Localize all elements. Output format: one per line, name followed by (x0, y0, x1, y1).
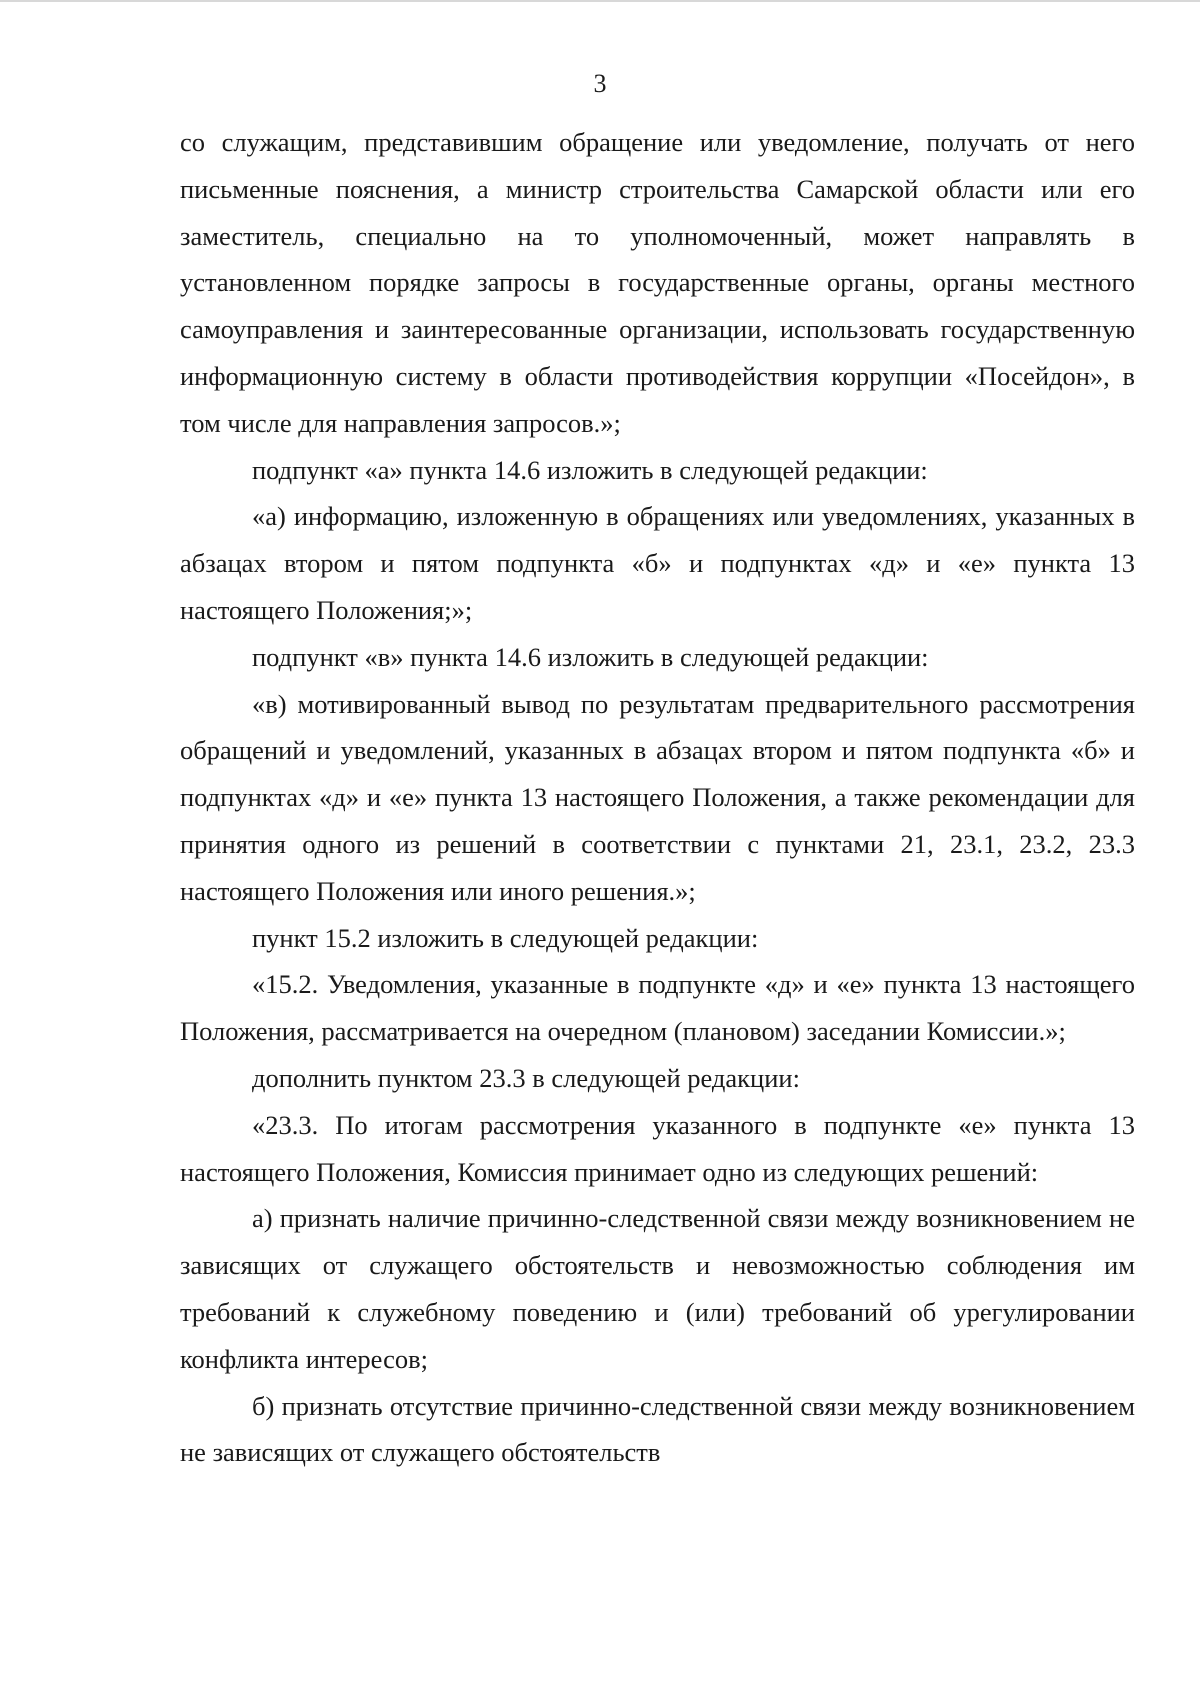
paragraph: «а) информацию, изложенную в обращениях или уведомлениях, указанных в абзацах втором и пятом подпункта «б» и подпунктах «д» и «е» пункта 13 настоящего Положения;»; (180, 501, 1135, 625)
paragraph: подпункт «а» пункта 14.6 изложить в следующей редакции: (252, 454, 928, 485)
page-number: 3 (593, 69, 607, 98)
paragraph: со служащим, представившим обращение или уведомление, получать от него письменные пояснения, а министр строительства Самарской области или его заместитель, специально на то уполномоченный, может направлять в установленном порядке запросы в государственные органы, органы местного самоуправления и заинтересованные организации, использовать государственную информационную систему в области противодействия коррупции «Посейдон», в том числе для направления запросов.»; (180, 127, 1135, 438)
paragraph: а) признать наличие причинно-следственной связи между возникновением не зависящих от служащего обстоятельств и невозможностью соблюдения им требований к служебному поведению и (или) требований об урегулировании конфликта интересов; (180, 1203, 1135, 1374)
document-body (180, 119, 1135, 1476)
paragraph: дополнить пунктом 23.3 в следующей редакции: (252, 1062, 800, 1093)
page-top-edge (0, 0, 1200, 2)
paragraph: «в) мотивированный вывод по результатам предварительного рассмотрения обращений и уведомлений, указанных в абзацах втором и пятом подпункта «б» и подпунктах «д» и «е» пункта 13 настоящего Положения, а также рекомендации для принятия одного из решений в соответствии с пунктами 21, 23.1, 23.2, 23.3 настоящего Положения или иного решения.»; (180, 688, 1135, 906)
paragraph: «23.3. По итогам рассмотрения указанного в подпункте «е» пункта 13 настоящего Положения, Комиссия принимает одно из следующих решений: (180, 1109, 1135, 1187)
paragraph: «15.2. Уведомления, указанные в подпункте «д» и «е» пункта 13 настоящего Положения, рассматривается на очередном (плановом) заседании Комиссии.»; (180, 969, 1135, 1047)
paragraph: б) признать отсутствие причинно-следственной связи между возникновением не зависящих от служащего обстоятельств (180, 1390, 1135, 1468)
paragraph: подпункт «в» пункта 14.6 изложить в следующей редакции: (252, 641, 929, 672)
paragraph: пункт 15.2 изложить в следующей редакции: (252, 922, 759, 953)
